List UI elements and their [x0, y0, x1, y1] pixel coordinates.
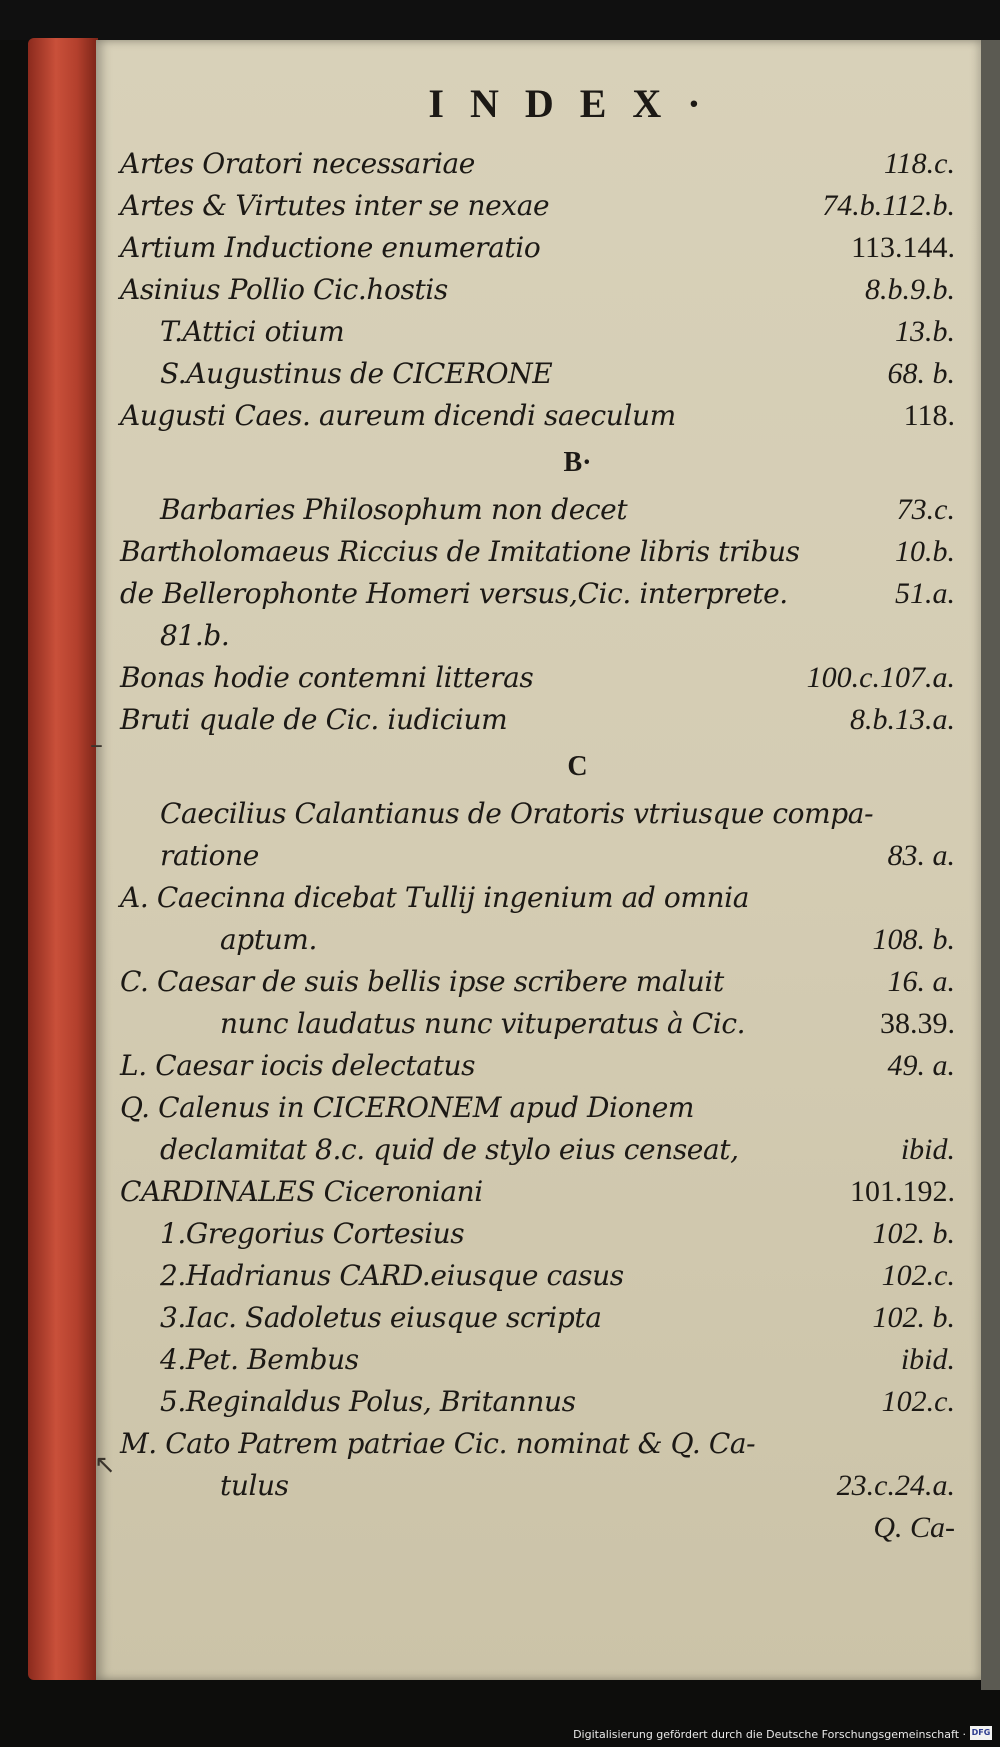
right-edge-strip	[981, 40, 1000, 1690]
book-fore-edge	[28, 38, 98, 1680]
catchword: Q. Ca-	[873, 1511, 955, 1544]
index-entry: C. Caesar de suis bellis ipse scribere maluit 16. a.	[120, 965, 955, 998]
index-entry: L. Caesar iocis delectatus 49. a.	[120, 1049, 955, 1082]
top-shadow	[0, 0, 1000, 40]
section-letter-c: C	[567, 751, 588, 782]
section-letter-b: B·	[563, 447, 592, 478]
index-entry: 2.Hadrianus CARD.eiusque casus 102.c.	[160, 1259, 955, 1292]
index-entry: Artium Inductione enumeratio 113.144.	[120, 231, 955, 264]
margin-arrow-mark: ↖	[94, 1450, 116, 1480]
index-entry: Augusti Caes. aureum dicendi saeculum 118.	[120, 399, 955, 432]
index-entry-continuation: declamitat 8.c. quid de stylo eius censeat, ibid.	[160, 1133, 955, 1166]
index-entry: Bonas hodie contemni litteras 100.c.107.a.	[120, 661, 955, 694]
margin-dash-mark: –	[90, 730, 103, 760]
index-entry: 5.Reginaldus Polus, Britannus 102.c.	[160, 1385, 955, 1418]
section-a	[120, 143, 955, 437]
index-entry: Artes & Virtutes inter se nexae 74.b.112.b.	[120, 189, 955, 222]
index-entry: Bruti quale de Cic. iudicium 8.b.13.a.	[120, 703, 955, 736]
index-entry: CARDINALES Ciceroniani 101.192.	[120, 1175, 955, 1208]
index-entry: Q. Calenus in CICERONEM apud Dionem	[120, 1091, 695, 1124]
section-b	[120, 489, 955, 741]
index-entry: 1.Gregorius Cortesius 102. b.	[160, 1217, 955, 1250]
index-entry-continuation: aptum. 108. b.	[220, 923, 955, 956]
index-entry: 3.Iac. Sadoletus eiusque scripta 102. b.	[160, 1301, 955, 1334]
section-c	[120, 793, 955, 1549]
index-entry: Bartholomaeus Riccius de Imitatione libris tribus 10.b.	[120, 535, 955, 568]
index-entry-continuation: 81.b.	[160, 619, 230, 652]
index-entry: T.Attici otium 13.b.	[160, 315, 955, 348]
index-entry: 4.Pet. Bembus ibid.	[160, 1343, 955, 1376]
index-entry: Caecilius Calantianus de Oratoris vtriusque compa-	[160, 797, 874, 830]
index-entry: S.Augustinus de CICERONE 68. b.	[160, 357, 955, 390]
page-title: INDEX·	[428, 81, 727, 126]
index-entry-continuation: tulus 23.c.24.a.	[220, 1469, 955, 1502]
dfg-logo: DFG	[970, 1726, 992, 1740]
index-page-content	[90, 70, 955, 1549]
index-entry: M. Cato Patrem patriae Cic. nominat & Q. Ca-	[120, 1427, 756, 1460]
footer-credit: Digitalisierung gefördert durch die Deutsche Forschungsgemeinschaft ·	[573, 1728, 966, 1741]
index-entry: Artes Oratori necessariae 118.c.	[120, 147, 955, 180]
catchword-line	[120, 1507, 955, 1549]
index-entry-continuation: ratione 83. a.	[160, 839, 955, 872]
index-entry: Barbaries Philosophum non decet 73.c.	[160, 493, 955, 526]
index-entry: A. Caecinna dicebat Tullij ingenium ad omnia	[120, 881, 750, 914]
index-entry-continuation: nunc laudatus nunc vituperatus à Cic. 38.39.	[220, 1007, 955, 1040]
index-entry: Asinius Pollio Cic.hostis 8.b.9.b.	[120, 273, 955, 306]
index-entry: de Bellerophonte Homeri versus,Cic. interprete. 51.a.	[120, 577, 955, 610]
